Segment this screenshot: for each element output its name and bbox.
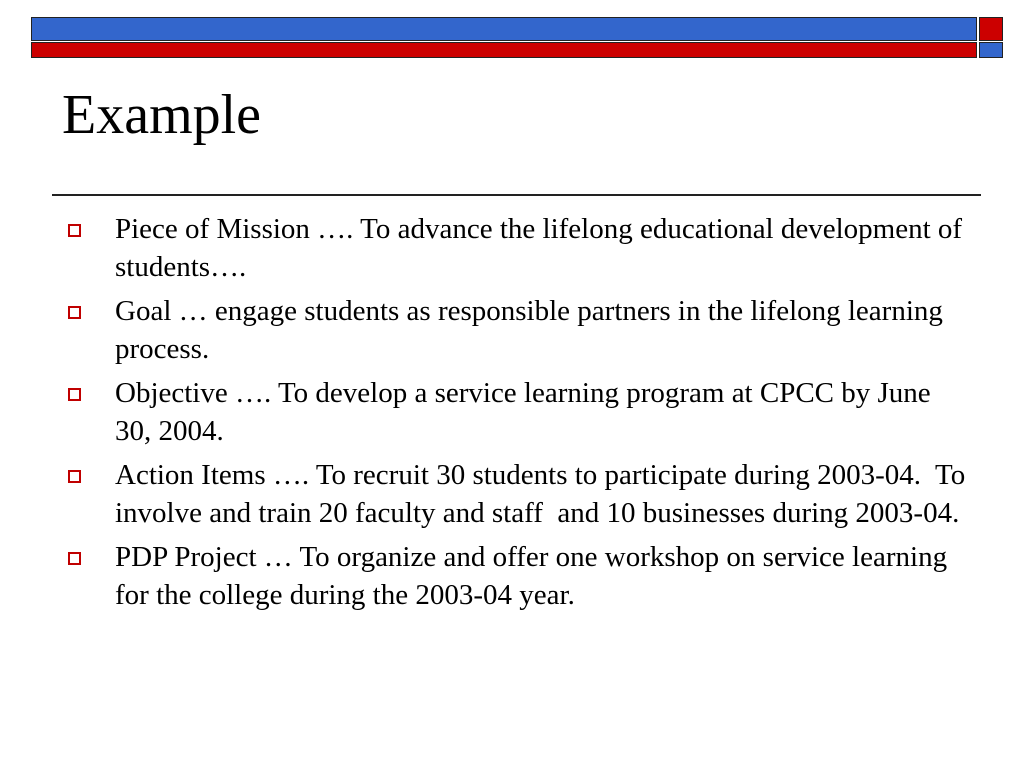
square-bullet-icon [68,470,81,483]
bullet-text: Action Items …. To recruit 30 students to participate during 2003-04. To involve and train 20 faculty and staff and 10 businesses during 2003-04. [115,459,973,529]
bullet-list [62,210,972,620]
bullet-item-goal [62,292,972,368]
bullet-item-pdp-project [62,538,972,614]
header-square-blue [979,42,1003,58]
bullet-item-mission [62,210,972,286]
bullet-text: Piece of Mission …. To advance the lifelong educational development of students…. [115,213,970,283]
bullet-text: Objective …. To develop a service learning program at CPCC by June 30, 2004. [115,377,938,447]
bullet-item-action-items [62,456,972,532]
slide-title: Example [62,84,262,146]
bullet-text: PDP Project … To organize and offer one workshop on service learning for the college during the 2003-04 year. [115,541,955,611]
square-bullet-icon [68,306,81,319]
square-bullet-icon [68,552,81,565]
header-bar-blue [31,17,977,41]
bullet-text: Goal … engage students as responsible partners in the lifelong learning process. [115,295,951,365]
header-square-red [979,17,1003,41]
title-divider [52,194,981,196]
bullet-item-objective [62,374,972,450]
square-bullet-icon [68,388,81,401]
header-bar-red [31,42,977,58]
square-bullet-icon [68,224,81,237]
